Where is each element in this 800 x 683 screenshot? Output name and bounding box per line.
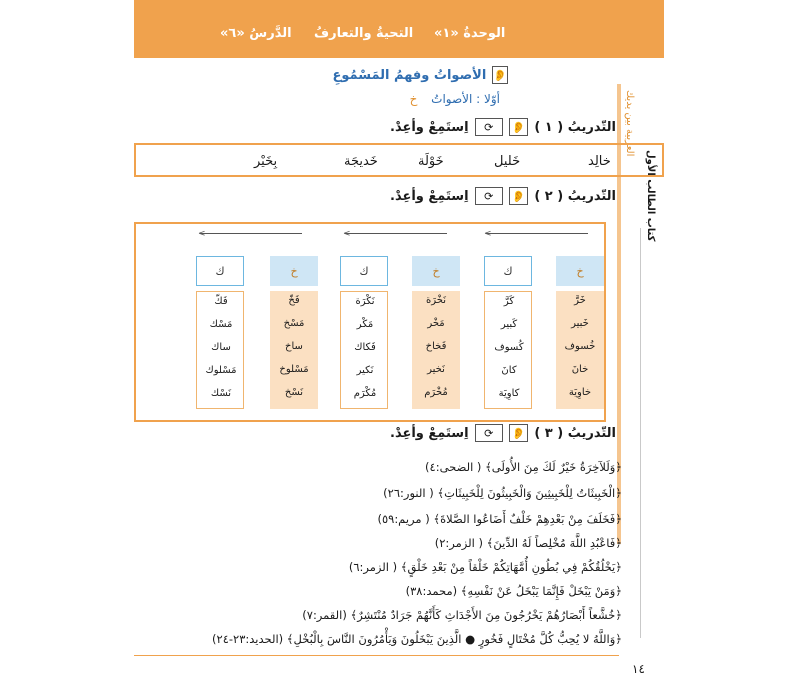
column-word: مُكْرَم (353, 388, 377, 399)
verse-line: ﴿وَاللَّهُ لا يُحِبُّ كُلَّ مُخْتَالٍ فَخُورٍ ● الَّذِينَ يَبْخَلُونَ وَيَأْمُرُونَ النَّاسَ بِالْبُخْلِ﴾ (الحديد:٢٣-٢٤) (212, 632, 622, 646)
column-word: خَبير (571, 318, 589, 329)
ear-icon[interactable]: 👂 (509, 424, 529, 442)
header-lesson: الدَّرسُ «٦» (220, 26, 292, 41)
column-word: نَسْخ (284, 387, 304, 398)
side-divider (640, 228, 641, 638)
section-subtitle (360, 92, 500, 106)
column-word: خاوِيَة (568, 387, 592, 398)
page-number: ١٤ (632, 662, 645, 676)
column-word: خُسوف (564, 341, 596, 352)
target-letter: خ (409, 92, 418, 106)
column-word: خانَ (571, 364, 589, 375)
word-column (196, 291, 244, 409)
column-word: نَخْرَة (426, 295, 446, 306)
column-word: فَكاك (354, 342, 376, 353)
column-word: مَسْك (209, 319, 233, 330)
pair-arrow: < (200, 233, 302, 242)
verse-line: ﴿فَاعْبُدِ اللَّهَ مُخْلِصاً لَهُ الدِّينَ﴾ ( الزمر:٢) (434, 536, 622, 550)
column-head-kaf: ك (340, 256, 388, 286)
ex1-word: بِخَيْر (254, 154, 278, 169)
ex2-label: التّدريبُ ( ٢ ) (534, 188, 616, 204)
column-word: مَكْر (356, 319, 374, 330)
column-word: مُخْرَم (424, 387, 448, 398)
column-head-kha: خ (270, 256, 318, 286)
column-word: كاوِيَة (498, 388, 520, 399)
verse-line: ﴿وَلَلآخِرَةُ خَيْرٌ لَكَ مِنَ الأُولَى﴾ ( الضحى:٤) (425, 460, 622, 474)
column-word: مَسْلوك (205, 365, 237, 376)
side-book-title: كتاب الطالب الأول (645, 150, 656, 242)
column-word: نَكير (356, 365, 374, 376)
column-word: كانَ (501, 365, 517, 376)
column-head-kha: خ (412, 256, 460, 286)
ex2-instruction: اِستَمِعْ وأعِدْ. (390, 188, 469, 204)
side-series-title: العربية بين يديك (624, 90, 635, 157)
ex1-word-box (134, 143, 664, 177)
column-word: كُسوف (494, 342, 524, 353)
column-head-kha: خ (556, 256, 604, 286)
ex3-instruction: اِستَمِعْ وأعِدْ. (390, 425, 469, 441)
ear-icon[interactable]: 👂 (509, 118, 529, 136)
ex2-heading-row (390, 187, 616, 205)
column-word: فَخّ (288, 295, 300, 306)
word-column (484, 291, 532, 409)
column-word: نَكْرَة (355, 296, 375, 307)
column-word: فَكّ (214, 296, 228, 307)
verse-line: ﴿يَخْلُقُكُمْ فِي بُطُونِ أُمَّهَاتِكُمْ خَلْقاً مِنْ بَعْدِ خَلْقٍ﴾ ( الزمر:٦) (348, 560, 622, 574)
ex3-label: التّدريبُ ( ٣ ) (534, 425, 616, 441)
ex1-label: التّدريبُ ( ١ ) (534, 119, 616, 135)
repeat-icon[interactable]: ⟳ (475, 424, 503, 442)
header-band (134, 0, 664, 58)
header-title: التحيةُ والتعارفُ (314, 26, 414, 41)
verse-line: ﴿فَخَلَفَ مِنْ بَعْدِهِمْ خَلْفٌ أَضَاعُوا الصَّلاةَ﴾ ( مريم:٥٩) (377, 512, 622, 526)
pair-arrow: < (345, 233, 447, 242)
repeat-icon[interactable]: ⟳ (475, 187, 503, 205)
column-word: كَرَّ (503, 296, 515, 307)
ex1-instruction: اِستَمِعْ وأعِدْ. (390, 119, 469, 135)
ex1-word: خَليل (494, 154, 521, 169)
ex1-word: خَديجَة (344, 154, 378, 169)
column-word: نَخير (427, 364, 445, 375)
column-word: خَرَّ (574, 295, 586, 306)
column-word: فَخاخ (425, 341, 447, 352)
ear-icon[interactable]: 👂 (509, 187, 529, 205)
ex1-heading-row (390, 118, 616, 136)
header-unit: الوحدةُ «١» (434, 26, 506, 41)
subtitle-prefix: أوّلا : الأصواتُ (431, 92, 500, 106)
column-head-kaf: ك (484, 256, 532, 286)
footer-rule (134, 655, 619, 656)
pair-arrow: < (486, 233, 588, 242)
ear-icon[interactable]: 👂 (492, 66, 508, 84)
ex1-word: خالِد (588, 154, 611, 169)
section-title: الأصواتُ وفهمُ المَسْمُوعِ (332, 67, 487, 83)
column-word: نَسْك (210, 388, 232, 399)
word-column (412, 291, 460, 409)
word-column (270, 291, 318, 409)
verse-line: ﴿وَمَنْ يَبْخَلْ فَإِنَّمَا يَبْخَلُ عَنْ نَفْسِهِ﴾ (محمد:٣٨) (405, 584, 622, 598)
verse-line: ﴿الْخَبِيثَاتُ لِلْخَبِيثِينَ وَالْخَبِيثُونَ لِلْخَبِيثَاتِ﴾ ( النور:٢٦) (383, 486, 622, 500)
word-column (340, 291, 388, 409)
column-word: مَسْخ (283, 318, 305, 329)
column-word: مَخْر (427, 318, 445, 329)
column-word: مَسْلوخ (279, 364, 309, 375)
column-word: ساك (211, 342, 231, 353)
section-title-row (332, 66, 508, 84)
ex1-word: خَوْلَة (418, 154, 444, 169)
verse-line: ﴿خُشَّعاً أَبْصَارُهُمْ يَخْرُجُونَ مِنَ الأَجْدَاثِ كَأَنَّهُمْ جَرَادٌ مُنْتَشِرٌ﴾ (القمر:٧) (302, 608, 622, 622)
column-word: ساخ (285, 341, 303, 352)
column-word: كَبير (500, 319, 518, 330)
column-head-kaf: ك (196, 256, 244, 286)
ex3-heading-row (390, 424, 616, 442)
word-column (556, 291, 604, 409)
repeat-icon[interactable]: ⟳ (475, 118, 503, 136)
